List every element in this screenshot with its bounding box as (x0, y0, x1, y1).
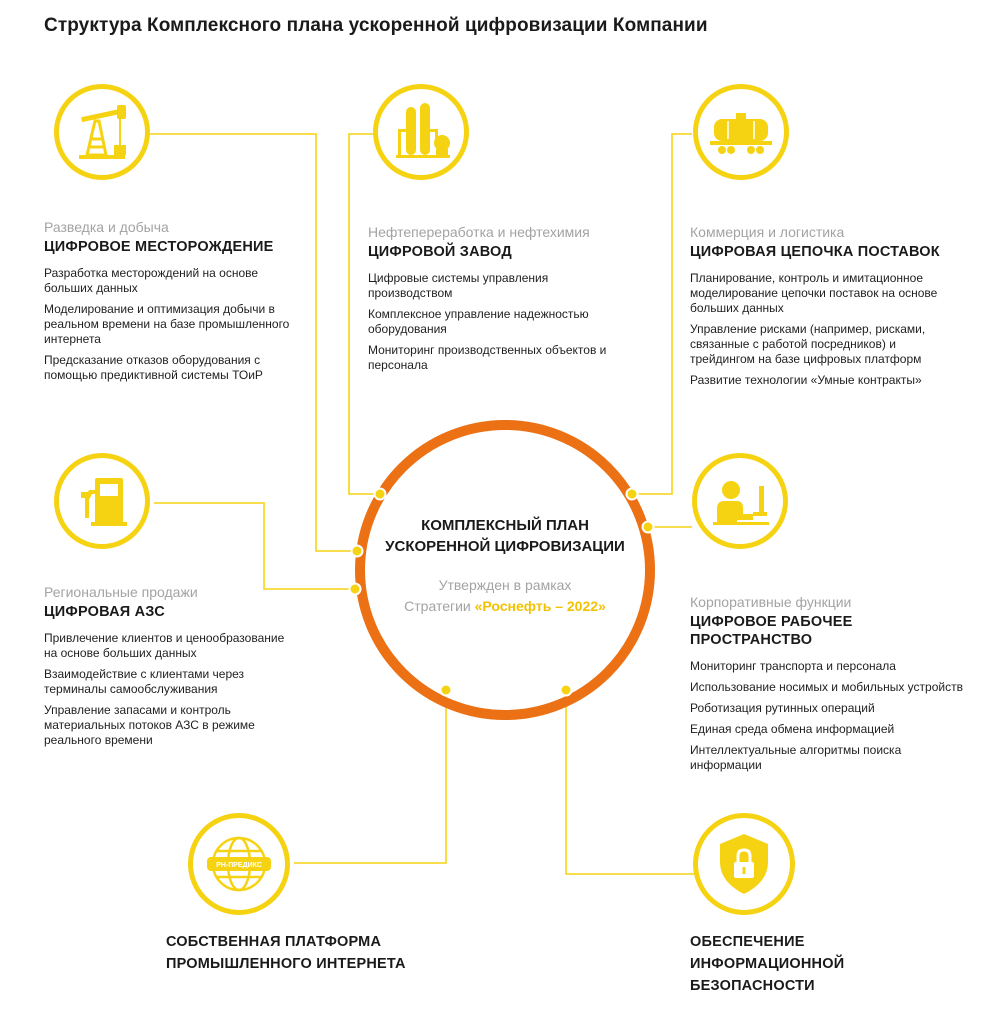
section-category: Корпоративные функции (690, 594, 852, 610)
list-item: Использование носимых и мобильных устройств (690, 680, 963, 694)
section-commerce (690, 224, 955, 394)
list-item: Управление рисками (например, рисками, связанные с работой посредников) и трейдингом на базе цифровых платформ (690, 322, 926, 366)
fuel-pump-icon (54, 453, 150, 549)
section-retail (44, 584, 294, 754)
platform-badge: РН-ПРЕДИКС (216, 862, 262, 869)
section-heading: ЦИФРОВОЕ РАБОЧЕЕ ПРОСТРАНСТВО (690, 614, 853, 648)
list-item: Цифровые системы управления производством (368, 271, 549, 300)
tank-car-icon (693, 84, 789, 180)
list-item: Интеллектуальные алгоритмы поиска информации (690, 743, 902, 772)
globe-platform-icon (188, 813, 290, 915)
center-subtitle-line-1: Утвержден в рамках (438, 577, 572, 593)
list-item: Роботизация рутинных операций (690, 701, 875, 715)
platform-label: СОБСТВЕННАЯ ПЛАТФОРМА ПРОМЫШЛЕННОГО ИНТЕРНЕТА (166, 934, 406, 972)
list-item: Развитие технологии «Умные контракты» (690, 373, 922, 387)
workplace-icon (692, 453, 788, 549)
list-item: Управление запасами и контроль материальных потоков АЗС в режиме реального времени (44, 703, 255, 747)
list-item: Предсказание отказов оборудования с помощью предиктивной системы ТОиР (44, 353, 263, 382)
center-title-line-2: УСКОРЕННОЙ ЦИФРОВИЗАЦИИ (385, 538, 625, 555)
list-item: Планирование, контроль и имитационное моделирование цепочки поставок на основе больших данных (690, 271, 938, 315)
section-category: Региональные продажи (44, 584, 198, 600)
shield-lock-icon (693, 813, 795, 915)
section-category: Коммерция и логистика (690, 224, 845, 240)
center-title-line-1: КОМПЛЕКСНЫЙ ПЛАН (421, 517, 589, 534)
center-plan-circle (355, 420, 655, 720)
section-heading: ЦИФРОВАЯ ЦЕПОЧКА ПОСТАВОК (690, 244, 940, 260)
connector-security (566, 690, 694, 874)
list-item: Привлечение клиентов и ценообразование на основе больших данных (44, 631, 285, 660)
section-corporate (690, 594, 975, 779)
section-refining (368, 224, 618, 379)
center-title (365, 515, 645, 557)
refinery-icon (373, 84, 469, 180)
list-item: Комплексное управление надежностью оборудования (368, 307, 589, 336)
strategy-name-highlight: «Роснефть – 2022» (474, 598, 606, 614)
security-label: ОБЕСПЕЧЕНИЕ ИНФОРМАЦИОННОЙ БЕЗОПАСНОСТИ (690, 934, 845, 994)
list-item: Взаимодействие с клиентами через терминалы самообслуживания (44, 667, 245, 696)
page-title: Структура Комплексного плана ускоренной цифровизации Компании (44, 15, 708, 36)
list-item: Разработка месторождений на основе больших данных (44, 266, 259, 295)
list-item: Моделирование и оптимизация добычи в реальном времени на базе промышленного интернета (44, 302, 290, 346)
section-category: Нефтепереработка и нефтехимия (368, 224, 590, 240)
center-subtitle-line-2 (365, 596, 645, 617)
section-heading: ЦИФРОВОЕ МЕСТОРОЖДЕНИЕ (44, 239, 274, 255)
list-item: Мониторинг транспорта и персонала (690, 659, 896, 673)
oil-pump-icon (54, 84, 150, 180)
center-subtitle-strategy: Стратегии (404, 598, 471, 614)
section-upstream (44, 219, 294, 389)
section-heading: ЦИФРОВАЯ АЗС (44, 604, 165, 620)
section-heading: ЦИФРОВОЙ ЗАВОД (368, 244, 512, 260)
section-category: Разведка и добыча (44, 219, 169, 235)
connector-retail (154, 503, 355, 589)
list-item: Единая среда обмена информацией (690, 722, 895, 736)
connector-commerce (632, 134, 692, 494)
connector-platform (294, 690, 446, 863)
center-subtitle (365, 575, 645, 617)
list-item: Мониторинг производственных объектов и персонала (368, 343, 607, 372)
